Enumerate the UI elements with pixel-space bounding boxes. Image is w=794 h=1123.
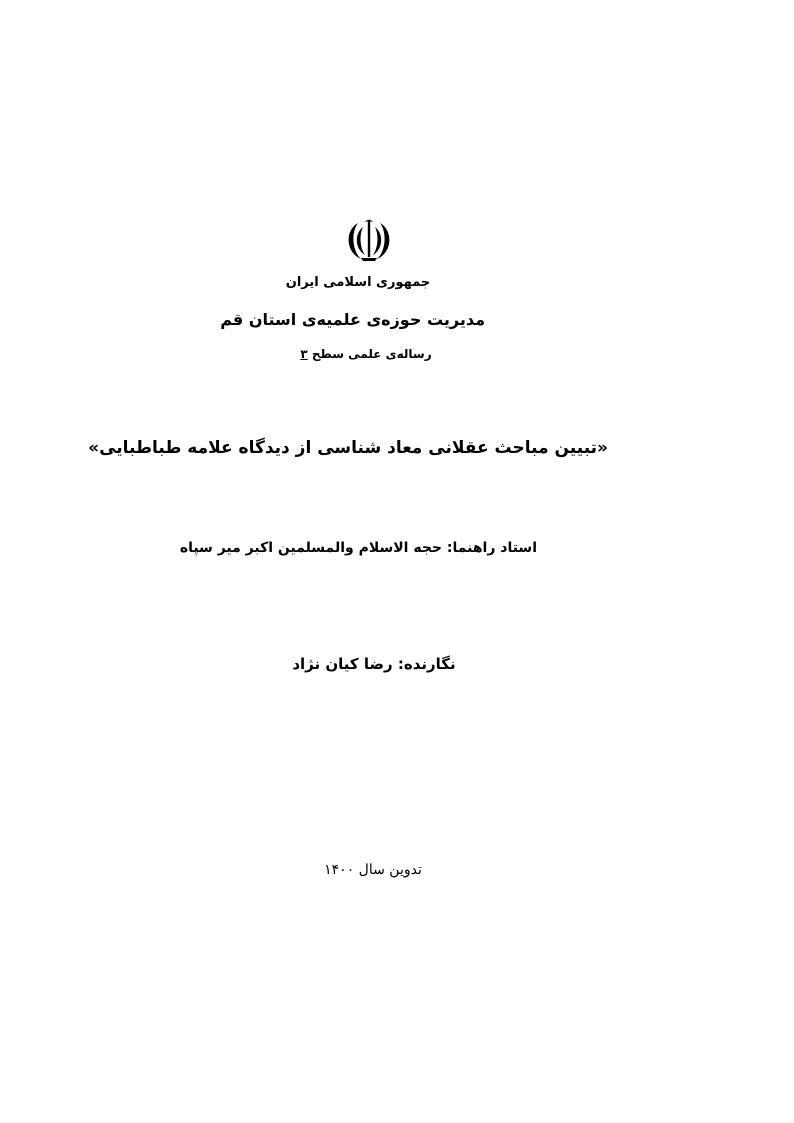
thesis-title: «تبیین مباحث عقلانی معاد شناسی از دیدگاه علامه طباطبایی»: [88, 438, 608, 458]
compiled-year: تدوین سال ۱۴۰۰: [324, 862, 422, 878]
country-name: جمهوری اسلامی ایران: [285, 275, 431, 290]
thesis-level-label: رساله‌ی علمی سطح: [311, 347, 432, 361]
advisor-line: استاد راهنما: حجه الاسلام والمسلمین اکبر میر سپاه: [179, 540, 537, 556]
administration-name: مدیریت حوزه‌ی علمیه‌ی استان قم: [220, 310, 485, 329]
thesis-level-number: ۳: [300, 347, 308, 361]
author-line: نگارنده: رضا کیان نژاد: [292, 655, 456, 673]
iran-emblem-icon: [343, 218, 395, 262]
thesis-level: [300, 347, 432, 361]
